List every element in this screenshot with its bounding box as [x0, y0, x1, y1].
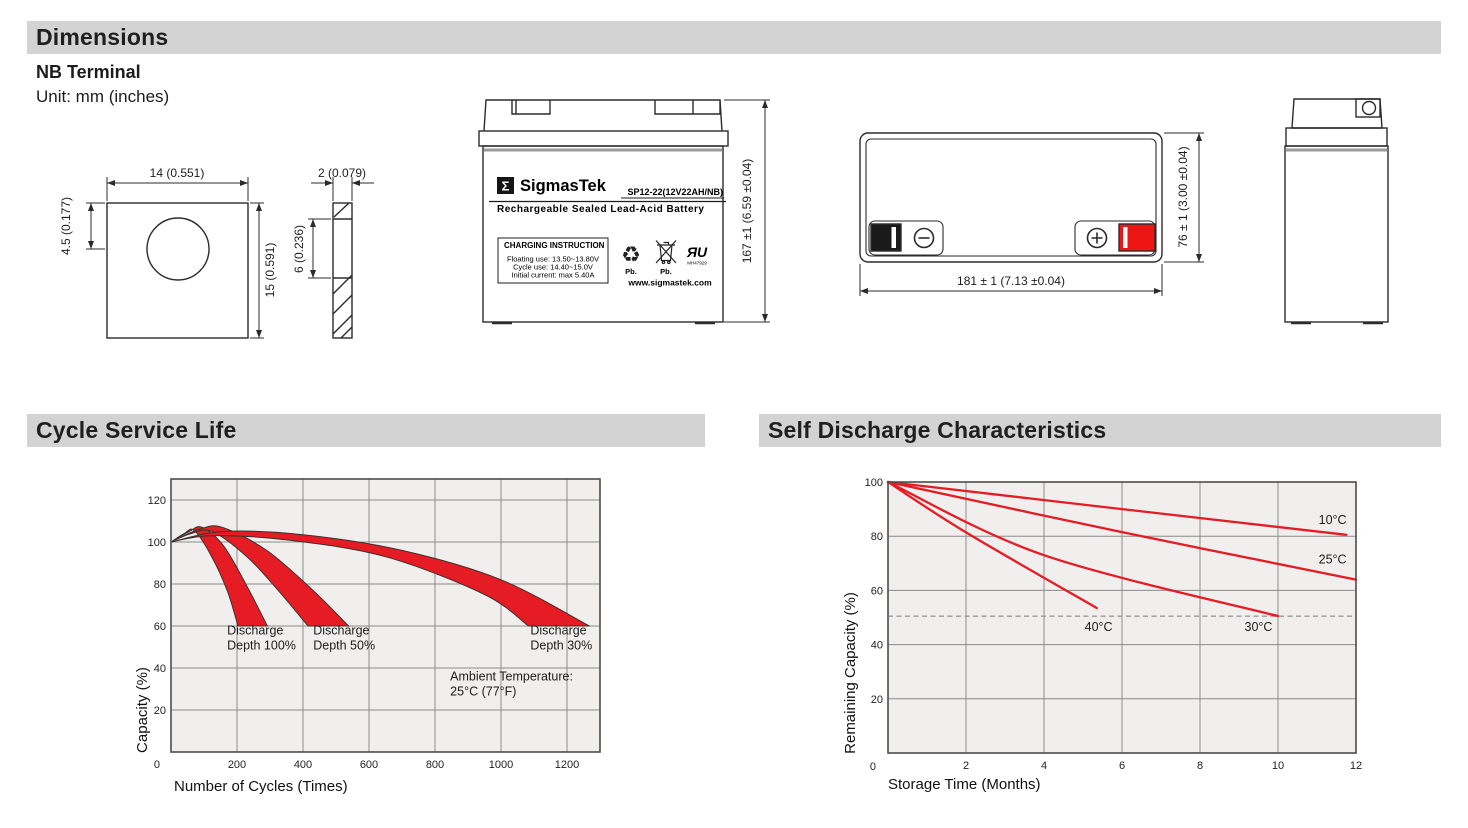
- svg-text:Discharge: Discharge: [313, 623, 370, 638]
- svg-text:60: 60: [870, 585, 883, 598]
- svg-text:400: 400: [293, 759, 313, 771]
- svg-text:Discharge: Discharge: [530, 623, 587, 638]
- battery-side-view-drawing: [1285, 99, 1388, 323]
- y-axis-title: Capacity (%): [134, 667, 151, 753]
- svg-text:40: 40: [153, 663, 166, 675]
- battery-width-dim-text: 181 ± 1 (7.13 ±0.04): [957, 274, 1065, 288]
- battery-subtitle: Rechargeable Sealed Lead-Acid Battery: [497, 204, 705, 215]
- plate-thickness-dim: 2 (0.079): [317, 166, 367, 180]
- terminal-hole: [147, 218, 209, 280]
- top-terminal-tabs: [512, 100, 720, 114]
- model-number: SP12-22(12V22AH/NB): [627, 187, 723, 197]
- sigma-glyph: Σ: [501, 178, 510, 194]
- plate-inner-height-dim: 6 (0.236): [292, 224, 306, 274]
- terminal-plate-dimension-lines: [86, 177, 264, 338]
- terminal-plate-front-drawing: [107, 203, 248, 338]
- ul-recognized-icon: ЯU: [686, 244, 708, 260]
- svg-text:100: 100: [147, 537, 166, 549]
- svg-text:80: 80: [870, 531, 883, 544]
- hatch-lines: [333, 203, 352, 338]
- x-axis-title: Storage Time (Months): [888, 776, 1041, 793]
- top-view-dimension-lines: [860, 133, 1204, 296]
- x-axis-title: Number of Cycles (Times): [174, 778, 348, 795]
- y-axis-title: Remaining Capacity (%): [842, 592, 859, 754]
- svg-text:Ambient Temperature:: Ambient Temperature:: [450, 669, 573, 684]
- svg-text:40: 40: [870, 639, 883, 652]
- svg-text:Discharge: Discharge: [227, 623, 284, 638]
- svg-text:25°C (77°F): 25°C (77°F): [450, 684, 517, 699]
- terminal-plate-side-dimension-lines: [308, 177, 374, 278]
- svg-text:8: 8: [1196, 760, 1204, 772]
- crossed-bin-pb-icon: [656, 241, 676, 264]
- section-title-self-discharge: Self Discharge Characteristics: [768, 417, 1107, 443]
- ul-file-code: MH47929: [687, 260, 707, 266]
- section-header-cycle-service-life: [27, 414, 705, 447]
- brand-name: SigmasTek: [520, 177, 606, 195]
- svg-text:Depth 50%: Depth 50%: [313, 638, 376, 653]
- section-title-dimensions: Dimensions: [36, 24, 169, 50]
- svg-text:12: 12: [1349, 760, 1363, 772]
- series-label: 10°C: [1318, 513, 1347, 528]
- terminal-type-label: NB Terminal: [36, 62, 141, 82]
- plate-width-dim: 14 (0.551): [149, 166, 205, 180]
- svg-text:100: 100: [864, 477, 883, 489]
- svg-text:10: 10: [1271, 760, 1285, 772]
- svg-text:1000: 1000: [488, 759, 514, 771]
- battery-depth-dim-text: 76 ± 1 (3.00 ±0.04): [1176, 146, 1190, 248]
- terminal-plate-side-drawing: [333, 203, 352, 338]
- website-text: www.sigmastek.com: [628, 277, 712, 288]
- svg-text:20: 20: [153, 705, 166, 717]
- cycle-service-life-chart: [100, 462, 640, 817]
- svg-text:1200: 1200: [554, 759, 580, 771]
- charging-box-title: CHARGING INSTRUCTION: [504, 241, 605, 250]
- recycle-pb-icon: ♻: [621, 242, 641, 267]
- svg-text:2: 2: [962, 760, 970, 772]
- svg-text:200: 200: [227, 759, 247, 771]
- svg-text:6: 6: [1118, 760, 1126, 772]
- origin-label: 0: [153, 759, 160, 771]
- origin-label: 0: [869, 761, 876, 773]
- charging-line-2: Cycle use: 14.40~15.0V: [513, 262, 593, 272]
- plate-hole-offset-dim: 4.5 (0.177): [59, 196, 73, 256]
- plus-terminal-icon: [1088, 229, 1107, 248]
- charging-line-1: Floating use: 13.50~13.80V: [507, 254, 599, 264]
- battery-top-view-drawing: [860, 133, 1162, 262]
- section-header-self-discharge: [759, 414, 1441, 447]
- bin-pb-label: Pb.: [660, 267, 672, 276]
- svg-text:20: 20: [870, 693, 883, 706]
- svg-text:800: 800: [425, 759, 445, 771]
- svg-text:80: 80: [153, 579, 166, 591]
- series-label: 40°C: [1084, 620, 1113, 635]
- dimension-drawings: [0, 0, 1468, 410]
- self-discharge-chart: [810, 462, 1460, 817]
- series-label: 25°C: [1318, 552, 1347, 567]
- svg-text:4: 4: [1040, 760, 1048, 772]
- section-title-cycle: Cycle Service Life: [36, 417, 237, 443]
- charging-line-3: Initial current: max 5.40A: [511, 270, 595, 280]
- recycle-pb-label: Pb.: [625, 267, 637, 276]
- battery-height-dim-text: 167 ±1 (6.59 ±0.04): [740, 158, 754, 264]
- svg-text:120: 120: [147, 495, 166, 507]
- svg-text:Depth 100%: Depth 100%: [227, 638, 296, 653]
- minus-terminal-icon: [915, 229, 934, 248]
- series-label: 30°C: [1244, 620, 1273, 635]
- svg-text:600: 600: [359, 759, 379, 771]
- svg-text:Depth 30%: Depth 30%: [530, 638, 593, 653]
- battery-label: [489, 177, 726, 288]
- negative-terminal: [871, 224, 901, 251]
- unit-note: Unit: mm (inches): [36, 87, 170, 106]
- plate-height-dim: 15 (0.591): [263, 242, 277, 298]
- svg-text:60: 60: [153, 621, 166, 633]
